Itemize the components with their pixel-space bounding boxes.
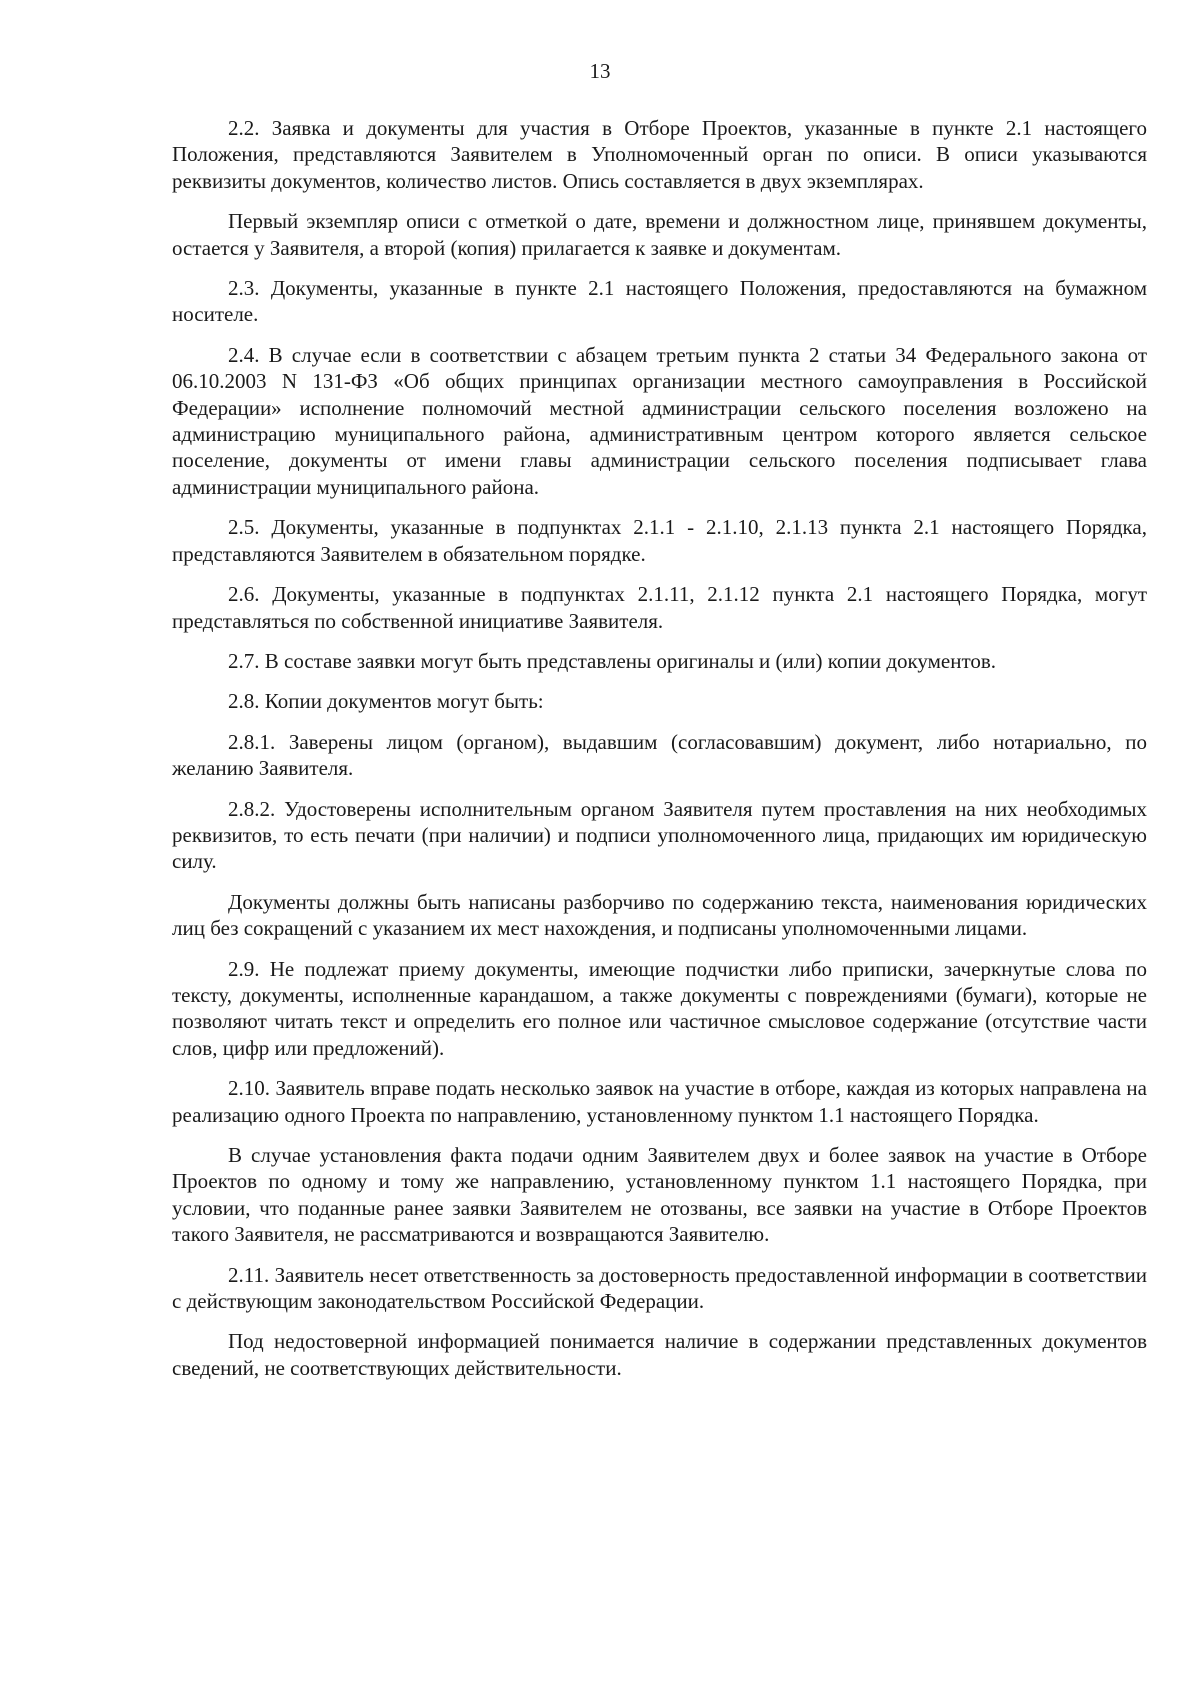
paragraph-2-6: 2.6. Документы, указанные в подпунктах 2.1.11, 2.1.12 пункта 2.1 настоящего Порядка, могут представляться по собственной инициативе Заявителя.	[172, 582, 1147, 633]
paragraph-2-10: 2.10. Заявитель вправе подать несколько заявок на участие в отборе, каждая из которых направлена на реализацию одного Проекта по направлению, установленному пунктом 1.1 настоящего Порядка.	[172, 1076, 1147, 1127]
paragraph-2-2: 2.2. Заявка и документы для участия в Отборе Проектов, указанные в пункте 2.1 настоящего Положения, представляются Заявителем в Уполномоченный орган по описи. В описи указываются реквизиты документов, количество листов. Опись составляется в двух экземплярах.	[172, 116, 1147, 193]
paragraph-2-9: 2.9. Не подлежат приему документы, имеющие подчистки либо приписки, зачеркнутые слова по тексту, документы, исполненные карандашом, а также документы с повреждениями (бумаги), которые не позволяют читать текст и определить его полное или частичное смысловое содержание (отсутствие части слов, цифр или предложений).	[172, 956, 1147, 1060]
document-body	[172, 115, 1147, 1395]
paragraph-2-8-1: 2.8.1. Заверены лицом (органом), выдавшим (согласовавшим) документ, либо нотариально, по желанию Заявителя.	[172, 729, 1147, 781]
page-number: 13	[589, 59, 611, 83]
paragraph-2-2-inventory-copies: Первый экземпляр описи с отметкой о дате, времени и должностном лице, принявшем документы, остается у Заявителя, а второй (копия) прилагается к заявке и документам.	[172, 209, 1147, 260]
paragraph-2-3: 2.3. Документы, указанные в пункте 2.1 настоящего Положения, предоставляются на бумажном носителе.	[172, 276, 1147, 327]
paragraph-2-8-2: 2.8.2. Удостоверены исполнительным органом Заявителя путем проставления на них необходимых реквизитов, то есть печати (при наличии) и подписи уполномоченного лица, придающих им юридическую силу.	[172, 796, 1147, 874]
paragraph-2-5: 2.5. Документы, указанные в подпунктах 2.1.1 - 2.1.10, 2.1.13 пункта 2.1 настоящего Порядка, представляются Заявителем в обязательном порядке.	[172, 515, 1147, 566]
paragraph-documents-requirements: Документы должны быть написаны разборчиво по содержанию текста, наименования юридических лиц без сокращений с указанием их мест нахождения, и подписаны уполномоченными лицами.	[172, 889, 1147, 941]
paragraph-2-4: 2.4. В случае если в соответствии с абзацем третьим пункта 2 статьи 34 Федерального закона от 06.10.2003 N 131-ФЗ «Об общих принципах организации местного самоуправления в Российской Федерации» исполнение полномочий местной администрации сельского поселения возложено на администрацию муниципального района, административным центром которого является сельское поселение, документы от имени главы администрации сельского поселения подписывает глава администрации муниципального района.	[172, 342, 1147, 499]
paragraph-2-8: 2.8. Копии документов могут быть:	[228, 689, 544, 714]
paragraph-2-7: 2.7. В составе заявки могут быть представлены оригиналы и (или) копии документов.	[228, 648, 997, 673]
paragraph-2-10-multiple-applications: В случае установления факта подачи одним Заявителем двух и более заявок на участие в Отборе Проектов по одному и тому же направлению, установленному пунктом 1.1 настоящего Порядка, при условии, что поданные ранее заявки Заявителем не отозваны, все заявки на участие в Отборе Проектов такого Заявителя, не рассматриваются и возвращаются Заявителю.	[172, 1143, 1147, 1247]
paragraph-2-11: 2.11. Заявитель несет ответственность за достоверность предоставленной информации в соответствии с действующим законодательством Российской Федерации.	[172, 1262, 1147, 1314]
paragraph-unreliable-information: Под недостоверной информацией понимается наличие в содержании представленных документов сведений, не соответствующих действительности.	[172, 1329, 1147, 1380]
